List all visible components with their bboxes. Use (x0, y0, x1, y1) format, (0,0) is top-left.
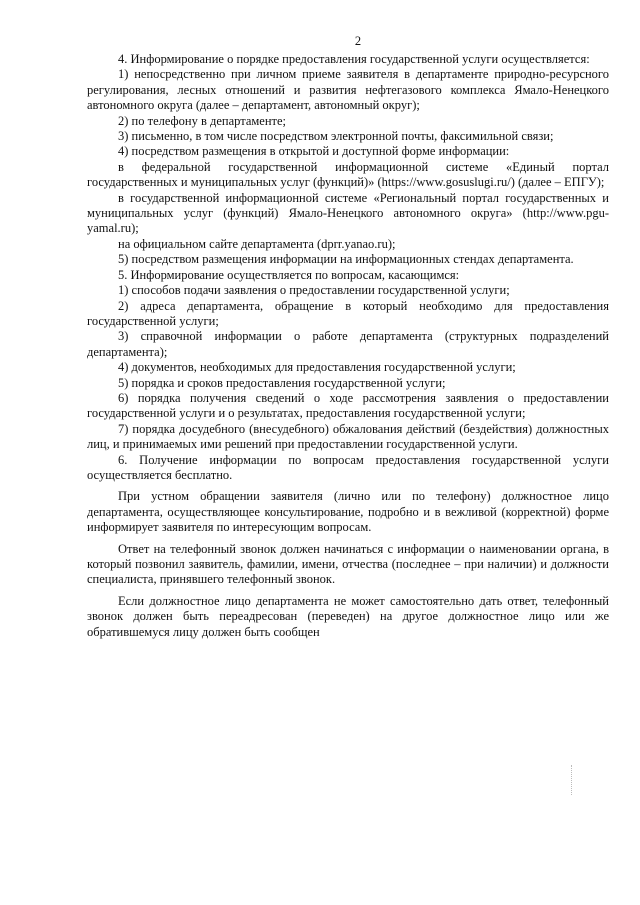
paragraph: в федеральной государственной информационной системе «Единый портал государственных и муниципальных услуг (функций)» (https://www.gosuslugi.ru/) (далее – ЕПГУ); (87, 159, 609, 190)
paragraph: 1) непосредственно при личном приеме заявителя в департаменте природно-ресурсного регулирования, лесных отношений и развития нефтегазового комплекса Ямало-Ненецкого автономного округа (далее – департамент, автономный округ); (87, 67, 609, 113)
paragraph: 3) справочной информации о работе департамента (структурных подразделений департамента); (87, 329, 609, 359)
page-number: 2 (354, 34, 362, 48)
paragraph: 6) порядка получения сведений о ходе рассмотрения заявления о предоставлении государственной услуги и о результатах, предоставления государственной услуги; (87, 390, 609, 421)
paragraph: 5. Информирование осуществляется по вопросам, касающимся: (118, 267, 460, 282)
paragraph: на официальном сайте департамента (dprr.yanao.ru); (118, 236, 396, 251)
paragraph: 2) по телефону в департаменте; (118, 113, 287, 128)
paragraph: 4. Информирование о порядке предоставления государственной услуги осуществляется: (118, 52, 590, 66)
paragraph: в государственной информационной системе «Региональный портал государственных и муниципальных услуг (функций) Ямало-Ненецкого автономного округа» (http://www.pgu-yamal.ru); (87, 190, 609, 236)
paragraph: 5) порядка и сроков предоставления государственной услуги; (118, 375, 446, 390)
paragraph: 4) документов, необходимых для предоставления государственной услуги; (118, 360, 516, 375)
paragraph: 6. Получение информации по вопросам предоставления государственной услуги осуществляется бесплатно. (87, 452, 609, 482)
paragraph: 3) письменно, в том числе посредством электронной почты, факсимильной связи; (118, 129, 554, 144)
paragraph: При устном обращении заявителя (лично или по телефону) должностное лицо департамента, осуществляющее консультирование, подробно и в вежливой (корректной) форме информирует заявителя по интересующим вопросам. (87, 489, 609, 535)
document-body (87, 52, 609, 640)
scan-artifact (571, 765, 573, 795)
paragraph: 2) адреса департамента, обращение в который необходимо для предоставления государственной услуги; (87, 298, 609, 328)
paragraph: 4) посредством размещения в открытой и доступной форме информации: (118, 144, 510, 159)
paragraph: 5) посредством размещения информации на информационных стендах департамента. (118, 252, 574, 267)
paragraph: Ответ на телефонный звонок должен начинаться с информации о наименовании органа, в который позвонил заявитель, фамилии, имени, отчества (последнее – при наличии) и должности специалиста, принявшего телефонный звонок. (87, 541, 609, 587)
paragraph: 1) способов подачи заявления о предоставлении государственной услуги; (118, 283, 510, 298)
paragraph: Если должностное лицо департамента не может самостоятельно дать ответ, телефонный звонок должен быть переадресован (переведен) на другое должностное лицо или же обратившемуся лицу должен быть сообщен (87, 593, 609, 639)
paragraph: 7) порядка досудебного (внесудебного) обжалования действий (бездействия) должностных лиц, и принимаемых ими решений при предоставлении государственной услуги. (87, 421, 609, 452)
